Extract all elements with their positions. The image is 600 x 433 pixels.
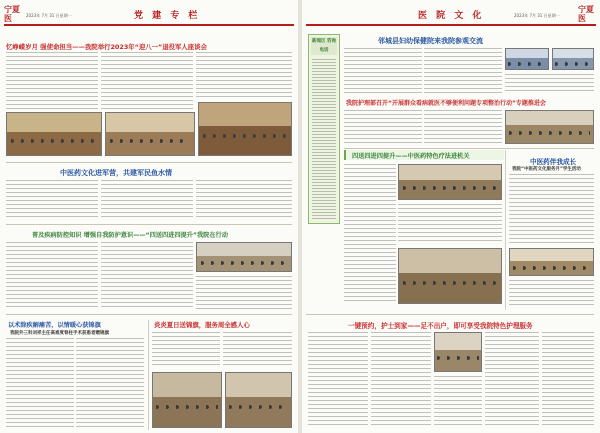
section-title: 医 院 文 化 xyxy=(418,11,485,21)
news-photo xyxy=(505,110,594,144)
news-photo xyxy=(152,372,222,428)
article-headline: 炎炎夏日送锦旗，服务周全感人心 xyxy=(154,321,250,329)
article-body xyxy=(308,332,368,428)
article-headline: 普及疾病防控知识 增强自我防护意识——“四送四进四提升”我院在行动 xyxy=(32,232,228,239)
news-photo xyxy=(509,248,594,276)
article-headline: 我院护理部召开“开展群众看病就医不够便利问题专项整治行动”专题推进会 xyxy=(346,100,546,107)
sidebar-phone-list xyxy=(312,59,336,219)
newspaper-logo: 宁夏医 xyxy=(4,5,20,23)
article-body xyxy=(371,332,431,428)
news-photo xyxy=(6,112,102,156)
article-subtitle: 我院“中医药文化服务月”学生活动 xyxy=(512,167,581,172)
article-body xyxy=(344,164,396,304)
left-page xyxy=(0,0,298,433)
article-body xyxy=(434,376,482,428)
news-photo xyxy=(398,164,502,200)
issue-date: 2023年 7月 31 日星期一 xyxy=(26,13,72,18)
article-body xyxy=(344,110,422,144)
article-body xyxy=(101,52,193,110)
section-title: 党 建 专 栏 xyxy=(134,11,201,21)
section-divider xyxy=(6,314,292,315)
article-headline: 中医药文化进军营，共建军民鱼水情 xyxy=(60,169,172,177)
news-photo xyxy=(505,48,549,70)
news-photo xyxy=(198,102,292,156)
section-divider xyxy=(6,162,292,163)
article-body xyxy=(509,174,594,244)
article-body xyxy=(6,338,74,428)
news-photo xyxy=(398,248,502,304)
article-headline: 一键预约，护士到家——足不出户，即可享受我院特色护理服务 xyxy=(348,322,533,330)
newspaper-logo: 宁夏医 xyxy=(578,5,594,23)
news-photo xyxy=(434,332,482,372)
article-headline: 忆峥嵘岁月 强使命担当——我院举行2023年“迎八一”退役军人座谈会 xyxy=(6,43,207,51)
sidebar-title: 新闻区 咨询电话 xyxy=(311,39,337,53)
article-body xyxy=(101,180,193,220)
article-body xyxy=(196,180,292,220)
article-headline: 邻城县妇幼保健院来我院参观交流 xyxy=(378,37,483,45)
article-body xyxy=(6,52,98,110)
article-body xyxy=(6,242,98,310)
article-headline: 以术除疾解痛苦，以情暖心获锦旗 xyxy=(8,322,101,329)
article-body xyxy=(509,280,594,306)
column-rule xyxy=(505,150,506,310)
article-body xyxy=(76,338,144,428)
news-photo xyxy=(105,112,195,156)
section-divider xyxy=(6,224,292,225)
article-body xyxy=(152,332,220,368)
article-body xyxy=(6,180,98,220)
article-body xyxy=(344,48,422,94)
news-photo xyxy=(196,242,292,272)
article-body xyxy=(424,110,502,144)
news-photo xyxy=(552,48,594,70)
article-body xyxy=(505,74,594,94)
article-body xyxy=(196,276,292,310)
left-masthead xyxy=(4,4,294,26)
issue-date: 2023年 7月 31 日星期一 xyxy=(514,13,560,18)
article-subtitle: 我院外三科刘祥主任高难度脊柱手术获患者赠锦旗 xyxy=(10,331,109,336)
section-divider xyxy=(306,314,594,315)
news-sidebar xyxy=(308,34,340,224)
article-headline: 四送四进四提升——中医药特色疗法进机关 xyxy=(352,153,470,160)
column-rule xyxy=(148,320,149,430)
article-body xyxy=(223,332,292,368)
news-photo xyxy=(225,372,292,428)
article-body xyxy=(196,52,292,100)
article-headline: 中医药伴我成长 xyxy=(530,158,577,166)
article-body xyxy=(485,332,539,428)
section-divider xyxy=(344,148,594,149)
right-masthead xyxy=(306,4,596,26)
article-body xyxy=(101,242,193,310)
article-body xyxy=(398,204,502,244)
article-body xyxy=(542,332,594,428)
article-body xyxy=(424,48,502,94)
